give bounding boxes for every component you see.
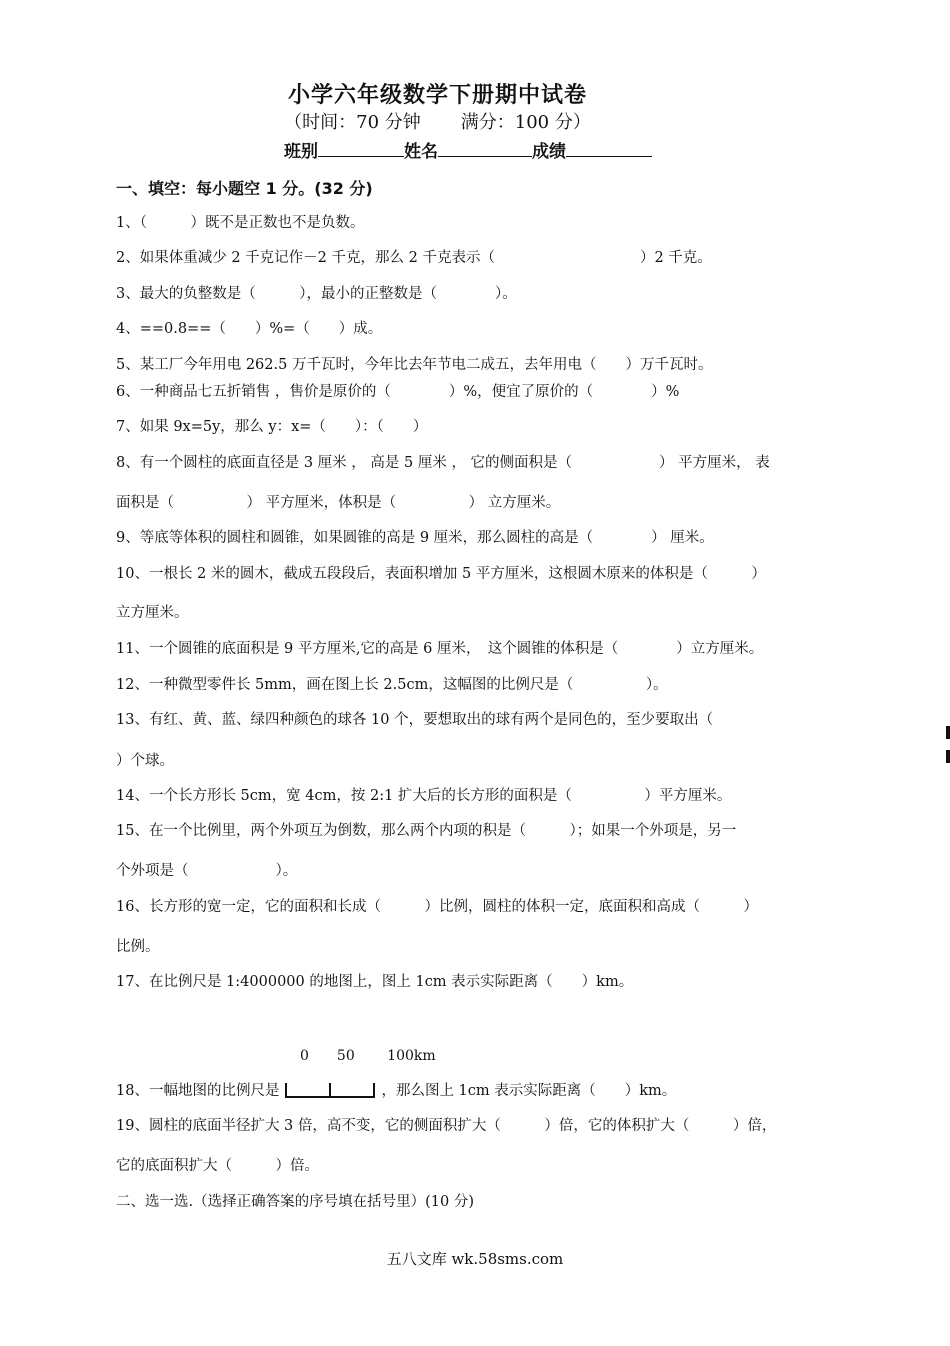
question-6: 6、一种商品七五折销售 ，售价是原价的（ ）%，便宜了原价的（ ）% — [116, 384, 680, 400]
scale-numbers: 0 50 100km — [300, 1048, 436, 1064]
exam-subtitle — [0, 108, 875, 134]
question-17: 17、在比例尺是 1:4000000 的地图上，图上 1cm 表示实际距离（ ）km。 — [116, 974, 634, 990]
question-15-cont: 个外项是（ ）。 — [116, 863, 298, 879]
question-13-cont: ）个球。 — [116, 753, 174, 769]
edge-mark-top — [946, 726, 950, 739]
question-10-cont: 立方厘米。 — [116, 605, 189, 621]
question-1: 1、（ ）既不是正数也不是负数。 — [116, 215, 365, 231]
scale-bar-tick-100 — [373, 1083, 375, 1098]
question-18-text-after: ，那么图上 1cm 表示实际距离（ ）km。 — [381, 1083, 677, 1099]
grade-label: 成绩 — [532, 142, 566, 162]
footer-watermark: 五八文库 wk.58sms.com — [386, 1250, 564, 1268]
question-16-cont: 比例。 — [116, 939, 160, 955]
question-12: 12、一种微型零件长 5mm，画在图上长 2.5cm，这幅图的比例尺是（ ）。 — [116, 677, 668, 693]
grade-blank[interactable] — [566, 141, 652, 157]
question-8-cont: 面积是（ ） 平方厘米，体积是（ ） 立方厘米。 — [116, 495, 561, 511]
class-label: 班别 — [284, 142, 318, 162]
class-blank[interactable] — [318, 141, 404, 157]
question-14: 14、一个长方形长 5cm，宽 4cm，按 2:1 扩大后的长方形的面积是（ ）平方厘米。 — [116, 788, 732, 804]
question-9: 9、等底等体积的圆柱和圆锥，如果圆锥的高是 9 厘米，那么圆柱的高是（ ） 厘米。 — [116, 530, 714, 546]
scale-bar-tick-0 — [285, 1083, 287, 1098]
section-1-title: 一、填空：每小题空 1 分。(32 分) — [116, 179, 373, 198]
scale-bar — [285, 1083, 375, 1099]
question-11: 11、一个圆锥的底面积是 9 平方厘米,它的高是 6 厘米， 这个圆锥的体积是（ ）立方厘米。 — [116, 641, 764, 657]
student-info-fields — [284, 137, 652, 162]
scale-bar-tick-50 — [329, 1083, 331, 1098]
question-10: 10、一根长 2 米的圆木，截成五段段后，表面积增加 5 平方厘米，这根圆木原来的体积是（ ） — [116, 566, 766, 582]
name-blank[interactable] — [438, 141, 532, 157]
question-19: 19、圆柱的底面半径扩大 3 倍，高不变，它的侧面积扩大（ ）倍，它的体积扩大（ ）倍， — [116, 1118, 777, 1134]
question-16: 16、长方形的宽一定，它的面积和长成（ ）比例，圆柱的体积一定，底面积和高成（ ） — [116, 899, 758, 915]
question-18 — [116, 1081, 676, 1101]
section-2-title: 二、选一选.（选择正确答案的序号填在括号里）(10 分) — [116, 1194, 474, 1210]
question-3: 3、最大的负整数是（ ），最小的正整数是（ ）。 — [116, 286, 517, 302]
score-info: 满分：100 分） — [460, 112, 591, 133]
name-label: 姓名 — [404, 142, 438, 162]
question-7: 7、如果 9x=5y，那么 y：x=（ ）：（ ） — [116, 419, 428, 435]
question-8: 8、有一个圆柱的底面直径是 3 厘米 ， 高是 5 厘米 ， 它的侧面积是（ ） 平方厘米， 表 — [116, 455, 770, 471]
question-13: 13、有红、黄、蓝、绿四种颜色的球各 10 个，要想取出的球有两个是同色的，至少要取出（ — [116, 712, 714, 728]
exam-title: 小学六年级数学下册期中试卷 — [287, 82, 587, 108]
edge-mark-bottom — [946, 750, 950, 763]
question-15: 15、在一个比例里，两个外项互为倒数，那么两个内项的积是（ ）；如果一个外项是，另一 — [116, 823, 737, 839]
question-19-cont: 它的底面积扩大（ ）倍。 — [116, 1158, 319, 1174]
question-4: 4、==0.8==（ ）%=（ ）成。 — [116, 321, 383, 337]
question-5: 5、某工厂今年用电 262.5 万千瓦时，今年比去年节电二成五，去年用电（ ）万千瓦时。 — [116, 357, 713, 373]
time-info: （时间：70 分钟 — [284, 112, 421, 133]
question-18-text-before: 18、一幅地图的比例尺是 — [116, 1083, 280, 1099]
question-2: 2、如果体重减少 2 千克记作－2 千克，那么 2 千克表示（ ）2 千克。 — [116, 250, 712, 266]
